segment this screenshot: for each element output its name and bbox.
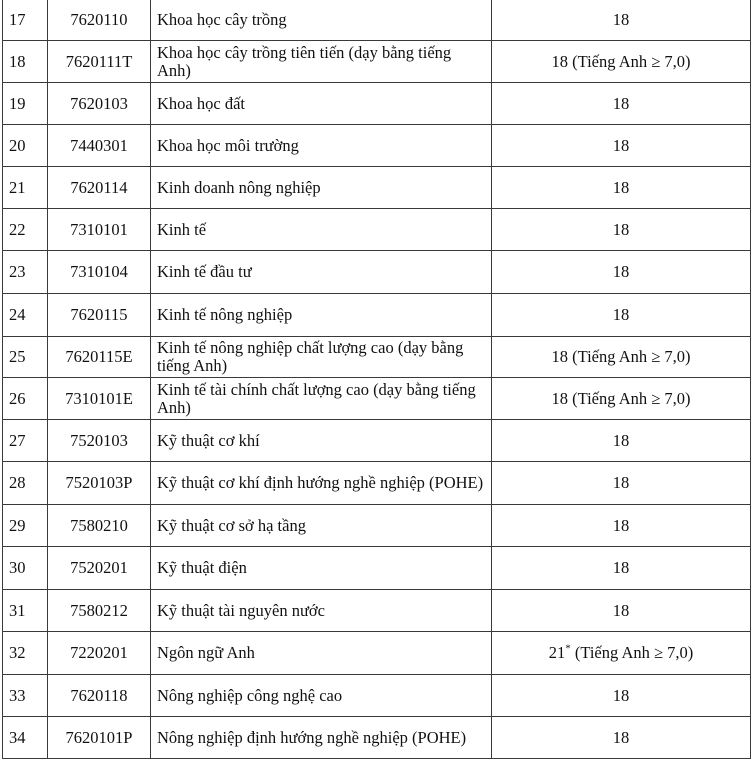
- score-condition: (Tiếng Anh ≥ 7,0): [570, 643, 694, 662]
- min-score: 18: [492, 0, 751, 41]
- min-score: 18: [492, 167, 751, 209]
- table-row: [3, 675, 751, 717]
- min-score: 18: [492, 125, 751, 167]
- major-code: 7620118: [48, 675, 151, 717]
- min-score: 18 (Tiếng Anh ≥ 7,0): [492, 378, 751, 420]
- row-number: 26: [3, 378, 48, 420]
- major-code: 7620103: [48, 83, 151, 125]
- major-name: Kỹ thuật cơ khí: [151, 420, 492, 462]
- min-score: 18: [492, 83, 751, 125]
- table-row: [3, 41, 751, 83]
- min-score: 18 (Tiếng Anh ≥ 7,0): [492, 41, 751, 83]
- table-row: [3, 632, 751, 675]
- table-row: [3, 420, 751, 462]
- min-score: 18: [492, 505, 751, 547]
- footnote-mark: *: [565, 642, 571, 655]
- major-code: 7440301: [48, 125, 151, 167]
- row-number: 25: [3, 337, 48, 378]
- table-row: [3, 251, 751, 294]
- major-name: Kỹ thuật cơ khí định hướng nghề nghiệp (POHE): [151, 462, 492, 505]
- min-score: 18: [492, 717, 751, 759]
- major-code: 7220201: [48, 632, 151, 675]
- row-number: 22: [3, 209, 48, 251]
- major-name: Khoa học cây trồng tiên tiến (dạy bằng tiếng Anh): [151, 41, 492, 83]
- score-value: 21: [548, 643, 566, 662]
- row-number: 18: [3, 41, 48, 83]
- table-row: [3, 378, 751, 420]
- major-code: 7620110: [48, 0, 151, 41]
- row-number: 17: [3, 0, 48, 41]
- table-row: [3, 125, 751, 167]
- row-number: 32: [3, 632, 48, 675]
- table-row: [3, 83, 751, 125]
- major-code: 7620111T: [48, 41, 151, 83]
- major-code: 7310101: [48, 209, 151, 251]
- min-score: 18: [492, 251, 751, 294]
- table-row: [3, 0, 751, 41]
- row-number: 21: [3, 167, 48, 209]
- major-code: 7310104: [48, 251, 151, 294]
- major-code: 7620114: [48, 167, 151, 209]
- major-code: 7520103: [48, 420, 151, 462]
- min-score: 18 (Tiếng Anh ≥ 7,0): [492, 337, 751, 378]
- major-code: 7520103P: [48, 462, 151, 505]
- min-score: 18: [492, 209, 751, 251]
- table-row: [3, 505, 751, 547]
- table-row: [3, 209, 751, 251]
- major-name: Nông nghiệp công nghệ cao: [151, 675, 492, 717]
- row-number: 24: [3, 294, 48, 337]
- admission-score-table: [2, 0, 751, 759]
- row-number: 30: [3, 547, 48, 590]
- row-number: 19: [3, 83, 48, 125]
- row-number: 20: [3, 125, 48, 167]
- table-row: [3, 547, 751, 590]
- row-number: 28: [3, 462, 48, 505]
- table-row: [3, 717, 751, 759]
- major-name: Khoa học môi trường: [151, 125, 492, 167]
- major-name: Kinh tế nông nghiệp chất lượng cao (dạy bằng tiếng Anh): [151, 337, 492, 378]
- major-code: 7620101P: [48, 717, 151, 759]
- min-score: 18: [492, 420, 751, 462]
- major-code: 7620115E: [48, 337, 151, 378]
- major-name: Kinh tế nông nghiệp: [151, 294, 492, 337]
- table-row: [3, 462, 751, 505]
- major-code: 7310101E: [48, 378, 151, 420]
- major-name: Kinh doanh nông nghiệp: [151, 167, 492, 209]
- min-score: 18: [492, 462, 751, 505]
- min-score: 18: [492, 547, 751, 590]
- row-number: 23: [3, 251, 48, 294]
- table-row: [3, 590, 751, 632]
- major-name: Nông nghiệp định hướng nghề nghiệp (POHE): [151, 717, 492, 759]
- table-row: [3, 337, 751, 378]
- major-name: Kinh tế tài chính chất lượng cao (dạy bằng tiếng Anh): [151, 378, 492, 420]
- major-name: Kỹ thuật tài nguyên nước: [151, 590, 492, 632]
- major-name: Khoa học đất: [151, 83, 492, 125]
- row-number: 29: [3, 505, 48, 547]
- major-code: 7580210: [48, 505, 151, 547]
- row-number: 27: [3, 420, 48, 462]
- table-row: [3, 167, 751, 209]
- min-score: 18: [492, 590, 751, 632]
- major-code: 7520201: [48, 547, 151, 590]
- table-row: [3, 294, 751, 337]
- major-code: 7620115: [48, 294, 151, 337]
- row-number: 34: [3, 717, 48, 759]
- major-name: Kỹ thuật cơ sở hạ tầng: [151, 505, 492, 547]
- row-number: 31: [3, 590, 48, 632]
- min-score: 18: [492, 675, 751, 717]
- major-name: Khoa học cây trồng: [151, 0, 492, 41]
- min-score: [492, 632, 751, 675]
- major-code: 7580212: [48, 590, 151, 632]
- major-name: Kinh tế đầu tư: [151, 251, 492, 294]
- row-number: 33: [3, 675, 48, 717]
- min-score: 18: [492, 294, 751, 337]
- major-name: Kinh tế: [151, 209, 492, 251]
- major-name: Ngôn ngữ Anh: [151, 632, 492, 675]
- major-name: Kỹ thuật điện: [151, 547, 492, 590]
